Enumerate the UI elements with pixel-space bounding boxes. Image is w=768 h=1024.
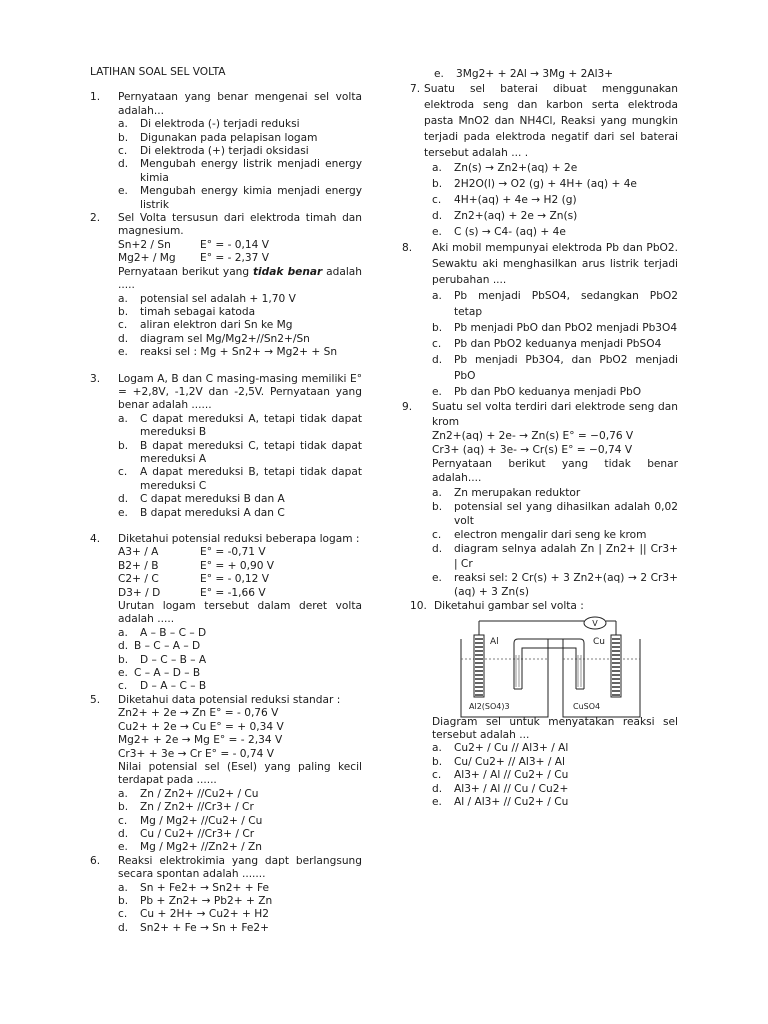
question-8 — [402, 240, 678, 400]
page-title: LATIHAN SOAL SEL VOLTA — [90, 66, 226, 78]
option-a: a. Di elektroda (-) terjadi reduksi — [118, 118, 300, 131]
data-line: B2+ / B E° = + 0,90 V — [118, 559, 275, 572]
option-a: a. Zn / Zn2+ //Cu2+ / Cu — [118, 787, 259, 800]
option-c: c. A dapat mereduksi B, tetapi tidak dapat mereduksi C — [118, 466, 362, 492]
option-e: e. B dapat mereduksi A dan C — [118, 506, 285, 519]
question-number: 6. — [90, 854, 101, 867]
option-row — [118, 654, 362, 681]
question-4 — [90, 533, 362, 694]
question-text: Diketahui potensial reduksi beberapa logam : — [118, 533, 360, 545]
option-d: d. B – C – A – D — [118, 640, 201, 653]
aluminium-electrode — [474, 635, 484, 697]
question-2 — [90, 212, 362, 359]
question-text: Suatu sel baterai dibuat menggunakan elektroda seng dan karbon serta elektroda pasta MnO2 dan NH4Cl, Reaksi yang mungkin terjadi pada elektroda negatif dari sel baterai tersebut adalah ... . — [424, 83, 678, 159]
option-d: d. C dapat mereduksi B dan A — [118, 493, 285, 506]
option-a: a. Sn + Fe2+ → Sn2+ + Fe — [118, 881, 270, 894]
option-a: a. Pb menjadi PbSO4, sedangkan PbO2 tetap — [432, 290, 678, 319]
question-number: 9. — [402, 401, 413, 414]
question-text: Diketahui data potensial reduksi standar : — [118, 693, 341, 706]
option-b: b. Zn / Zn2+ //Cr3+ / Cr — [118, 801, 254, 814]
option-c: c. Al3+ / Al // Cu2+ / Cu — [432, 769, 569, 782]
question-text: Reaksi elektrokimia yang dapt berlangsung secara spontan adalah ....... — [118, 854, 362, 881]
option-c: c. D – A – C – B — [118, 680, 207, 693]
data-line: Cu2+ + 2e → Cu E° = + 0,34 V — [118, 720, 284, 733]
question-number: 1. — [90, 91, 101, 104]
question-text: Pernyataan yang benar mengenai sel volta adalah... — [118, 91, 362, 117]
option-a: a. potensial sel adalah + 1,70 V — [118, 292, 296, 305]
option-c: c. electron mengalir dari seng ke krom — [432, 529, 647, 542]
option-d: d. Mengubah energy listrik menjadi energy kimia — [118, 158, 362, 184]
question-text-2: Nilai potensial sel (Esel) yang paling kecil terdapat pada ...... — [118, 760, 362, 787]
option-a: a. Zn merupakan reduktor — [432, 486, 581, 499]
option-a: a. A – B – C – D — [118, 626, 207, 639]
question-5 — [90, 694, 362, 855]
option-a: a. C dapat mereduksi A, tetapi tidak dapat mereduksi B — [118, 412, 362, 439]
option-b: b. potensial sel yang dihasilkan adalah 0,02 volt — [432, 500, 678, 527]
option-e: e. C (s) → C4- (aq) + 4e — [432, 225, 566, 238]
data-line: Zn2+ + 2e → Zn E° = - 0,76 V — [118, 707, 279, 720]
option-c: c. Mg / Mg2+ //Cu2+ / Cu — [118, 814, 263, 827]
option-c: c. 4H+(aq) + 4e → H2 (g) — [432, 193, 577, 206]
option-d: d. Zn2+(aq) + 2e → Zn(s) — [432, 209, 578, 222]
question-1 — [90, 91, 362, 212]
data-line: A3+ / A E° = -0,71 V — [118, 546, 266, 559]
option-c: c. aliran elektron dari Sn ke Mg — [118, 319, 293, 332]
question-text: Aki mobil mempunyai elektroda Pb dan PbO2. Sewaktu aki menghasilkan arus listrik terjadi perubahan .... — [432, 242, 678, 287]
option-d: d. Sn2+ + Fe → Sn + Fe2+ — [118, 921, 270, 934]
option-b: b. B dapat mereduksi C, tetapi tidak dapat mereduksi A — [118, 439, 362, 465]
option-e: e. reaksi sel: 2 Cr(s) + 3 Zn2+(aq) → 2 Cr3+(aq) + 3 Zn(s) — [432, 571, 678, 599]
question-number: 2. — [90, 212, 101, 225]
option-row — [118, 680, 362, 693]
option-b: b. timah sebagai katoda — [118, 305, 256, 318]
data-line: C2+ / C E° = - 0,12 V — [118, 573, 269, 586]
left-solution-label: Al2(SO4)3 — [469, 701, 510, 711]
option-a: a. Zn(s) → Zn2+(aq) + 2e — [432, 162, 578, 175]
option-d: d. Cu / Cu2+ //Cr3+ / Cr — [118, 827, 255, 840]
option-e: e. Al / Al3+ // Cu2+ / Cu — [432, 796, 569, 809]
option-d: d. Al3+ / Al // Cu / Cu2+ — [432, 782, 569, 795]
question-6 — [90, 855, 362, 935]
data-line: D3+ / D E° = -1,66 V — [118, 586, 266, 599]
data-line: Mg2+ / Mg E° = - 2,37 V — [118, 252, 269, 265]
left-electrode-label: Al — [490, 636, 499, 647]
option-d: d. diagram selnya adalah Zn | Zn2+ || Cr3+ | Cr — [432, 543, 678, 570]
question-number: 3. — [90, 372, 101, 385]
option-e: e. C – A – D – B — [118, 667, 201, 680]
left-column — [90, 66, 362, 935]
question-number: 7. — [410, 83, 421, 96]
data-line: Cr3+ (aq) + 3e- → Cr(s) E° = −0,74 V — [432, 443, 633, 456]
question-number: 8. — [402, 242, 413, 255]
option-b: b. 2H2O(l) → O2 (g) + 4H+ (aq) + 4e — [432, 178, 637, 191]
option-c: c. Cu + 2H+ → Cu2+ + H2 — [118, 908, 269, 921]
question-text: Sel Volta tersusun dari elektroda timah dan magnesium. — [118, 212, 362, 238]
question-number: 4. — [90, 533, 101, 545]
option-b: b. D – C – B – A — [118, 653, 207, 666]
option-e: e. Mengubah energy kimia menjadi energy listrik — [118, 185, 362, 211]
data-line: Sn+2 / Sn E° = - 0,14 V — [118, 238, 269, 251]
data-line: Cr3+ + 3e → Cr E° = - 0,74 V — [118, 747, 274, 760]
data-line: Zn2+(aq) + 2e- → Zn(s) E° = −0,76 V — [432, 429, 634, 442]
salt-bridge — [514, 639, 584, 689]
option-d: d. Pb menjadi Pb3O4, dan PbO2 menjadi PbO — [432, 354, 678, 383]
option-c: c. Pb dan PbO2 keduanya menjadi PbSO4 — [432, 338, 662, 351]
option-e: e. reaksi sel : Mg + Sn2+ → Mg2+ + Sn — [118, 346, 338, 359]
option-b: b. Pb + Zn2+ → Pb2+ + Zn — [118, 894, 273, 907]
question-10-body — [406, 716, 678, 810]
data-line: Mg2+ + 2e → Mg E° = - 2,34 V — [118, 734, 283, 747]
option-d: d. diagram sel Mg/Mg2+//Sn2+/Sn — [118, 332, 310, 345]
svg-text:V: V — [592, 618, 598, 628]
question-7 — [406, 82, 678, 240]
copper-electrode — [611, 635, 621, 697]
voltaic-cell-diagram — [456, 615, 646, 721]
option-row — [118, 627, 362, 654]
question-number: 10. — [410, 600, 427, 613]
question-6-option-e: e. 3Mg2+ + 2Al → 3Mg + 2Al3+ — [434, 68, 614, 80]
question-text-2: Pernyataan berikut yang tidak benar adalah.... — [432, 458, 678, 485]
option-b: b. Cu/ Cu2+ // Al3+ / Al — [432, 755, 565, 768]
question-text-2: Urutan logam tersebut dalam deret volta adalah ..... — [118, 600, 362, 626]
question-10 — [406, 600, 678, 613]
question-statement: Pernyataan berikut yang tidak benar adalah ..... — [118, 265, 362, 292]
right-solution-label: CuSO4 — [573, 701, 601, 711]
option-e: e. Mg / Mg2+ //Zn2+ / Zn — [118, 841, 263, 854]
option-a: a. Cu2+ / Cu // Al3+ / Al — [432, 742, 569, 755]
option-c: c. Di elektroda (+) terjadi oksidasi — [118, 145, 309, 158]
question-text-2: Diagram sel untuk menyatakan reaksi sel tersebut adalah ... — [432, 715, 678, 742]
option-b: b. Pb menjadi PbO dan PbO2 menjadi Pb3O4 — [432, 322, 678, 335]
question-3 — [90, 373, 362, 520]
question-text: Diketahui gambar sel volta : — [434, 600, 584, 613]
question-text: Suatu sel volta terdiri dari elektrode seng dan krom — [432, 401, 678, 428]
right-column — [402, 68, 678, 809]
question-text: Logam A, B dan C masing-masing memiliki E° = +2,8V, -1,2V dan -2,5V. Pernyataan yang benar adalah ...... — [118, 372, 362, 412]
right-electrode-label: Cu — [593, 636, 605, 647]
question-number: 5. — [90, 693, 101, 706]
question-9 — [402, 400, 678, 599]
option-e: e. Pb dan PbO keduanya menjadi PbO — [432, 386, 642, 399]
option-b: b. Digunakan pada pelapisan logam — [118, 131, 318, 144]
